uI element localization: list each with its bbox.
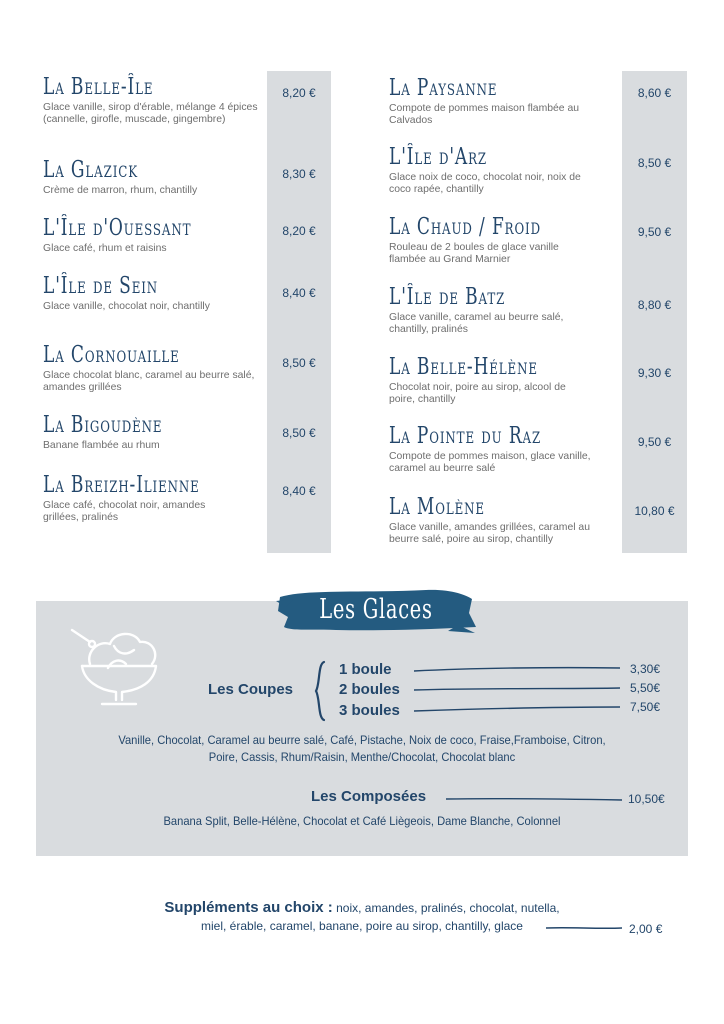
menu-item xyxy=(43,74,263,126)
price-dash xyxy=(546,923,622,933)
item-description: Glace vanille, chocolat noir, chantilly xyxy=(43,301,210,312)
coupes-label: Les Coupes xyxy=(208,681,294,698)
supplements-line: miel, érable, caramel, banane, poire au sirop, chantilly, glace xyxy=(201,919,523,933)
flavors-line: Vanille, Chocolat, Caramel au beurre salé, Café, Pistache, Noix de coco, Fraise,Framboise, Citron, xyxy=(118,733,606,747)
item-name: La Chaud / Froid xyxy=(389,214,542,240)
brace-icon xyxy=(312,660,332,722)
item-price: 8,50 € xyxy=(282,426,316,440)
portion-price: 3,30€ xyxy=(630,662,661,676)
item-name: La Belle-Hélène xyxy=(389,354,538,380)
item-name: La Glazick xyxy=(43,157,138,183)
item-price: 9,50 € xyxy=(637,435,672,449)
menu-item xyxy=(389,284,594,336)
item-price: 8,20 € xyxy=(282,224,316,238)
composees-list: Banana Split, Belle-Hélène, Chocolat et Café Liègeois, Dame Blanche, Colonnel xyxy=(163,814,561,828)
portion-label: 3 boules xyxy=(339,702,400,719)
item-price: 8,60 € xyxy=(637,86,672,100)
item-description: Glace vanille, amandes grillées, caramel au beurre salé, poire au sirop, chantilly xyxy=(389,522,590,545)
item-name: La Pointe du Raz xyxy=(389,423,542,449)
price-dash xyxy=(414,685,620,695)
item-description: Banane flambée au rhum xyxy=(43,440,160,451)
menu-item xyxy=(43,273,218,313)
price-dash xyxy=(414,704,620,714)
item-price: 8,80 € xyxy=(637,298,672,312)
item-description: Glace chocolat blanc, caramel au beurre salé, amandes grillées xyxy=(43,370,255,393)
item-price: 8,30 € xyxy=(282,167,316,181)
flavors-list xyxy=(81,732,643,766)
item-name: La Breizh-Ilienne xyxy=(43,472,200,498)
item-name: L'Île d'Ouessant xyxy=(43,215,192,241)
portion-label: 1 boule xyxy=(339,661,392,678)
composees-label: Les Composées xyxy=(311,788,427,805)
menu-item xyxy=(389,144,594,196)
item-price: 8,50 € xyxy=(637,156,672,170)
menu-item xyxy=(389,75,589,127)
right-price-column xyxy=(622,71,687,553)
menu-item xyxy=(389,494,609,546)
item-description: Compote de pommes maison flambée au Calvados xyxy=(389,103,580,126)
item-description: Glace café, chocolat noir, amandes grillées, pralinés xyxy=(43,500,206,523)
portion-price: 7,50€ xyxy=(630,700,661,714)
item-name: La Molène xyxy=(389,494,485,520)
composees-price: 10,50€ xyxy=(628,792,665,806)
item-price: 9,50 € xyxy=(637,225,672,239)
ice-cream-cup-icon xyxy=(68,624,164,710)
item-price: 10,80 € xyxy=(634,504,675,518)
left-price-column xyxy=(267,71,331,553)
menu-item xyxy=(43,342,263,394)
item-description: Glace vanille, sirop d'érable, mélange 4 épices (cannelle, girofle, muscade, gingembre) xyxy=(43,102,258,125)
item-description: Crème de marron, rhum, chantilly xyxy=(43,185,198,196)
price-dash xyxy=(414,665,620,675)
item-name: La Belle-Île xyxy=(43,74,154,100)
price-dash xyxy=(446,794,622,804)
item-name: L'Île de Batz xyxy=(389,284,506,310)
item-price: 8,40 € xyxy=(282,484,316,498)
item-name: L'Île d'Arz xyxy=(389,144,488,170)
flavors-line: Poire, Cassis, Rhum/Raisin, Menthe/Chocolat, Chocolat blanc xyxy=(208,750,516,764)
item-description: Glace vanille, caramel au beurre salé, chantilly, pralinés xyxy=(389,312,564,335)
menu-item xyxy=(389,214,594,266)
item-price: 8,20 € xyxy=(282,86,316,100)
item-description: Compote de pommes maison, glace vanille, caramel au beurre salé xyxy=(389,451,591,474)
portion-price: 5,50€ xyxy=(630,681,661,695)
item-description: Glace café, rhum et raisins xyxy=(43,243,167,254)
menu-item xyxy=(389,354,589,406)
item-name: La Paysanne xyxy=(389,75,498,101)
item-description: Chocolat noir, poire au sirop, alcool de poire, chantilly xyxy=(389,382,566,405)
supplements-price: 2,00 € xyxy=(629,922,663,936)
item-price: 8,50 € xyxy=(282,356,316,370)
menu-item xyxy=(43,412,263,452)
supplements-line: noix, amandes, pralinés, chocolat, nutella, xyxy=(336,901,560,915)
item-description: Rouleau de 2 boules de glace vanille flambée au Grand Marnier xyxy=(389,242,559,265)
item-name: L'Île de Sein xyxy=(43,273,159,299)
item-price: 9,30 € xyxy=(637,366,672,380)
item-description: Glace noix de coco, chocolat noir, noix de coco rapée, chantilly xyxy=(389,172,581,195)
item-name: La Cornouaille xyxy=(43,342,180,368)
supplements-label: Suppléments au choix : xyxy=(164,899,333,916)
menu-item xyxy=(43,215,263,255)
item-name: La Bigoudène xyxy=(43,412,163,438)
menu-item xyxy=(43,157,263,197)
menu-item xyxy=(43,472,218,524)
glaces-title: Les Glaces xyxy=(319,594,433,625)
menu-item xyxy=(389,423,609,475)
item-price: 8,40 € xyxy=(282,286,316,300)
portion-label: 2 boules xyxy=(339,681,400,698)
